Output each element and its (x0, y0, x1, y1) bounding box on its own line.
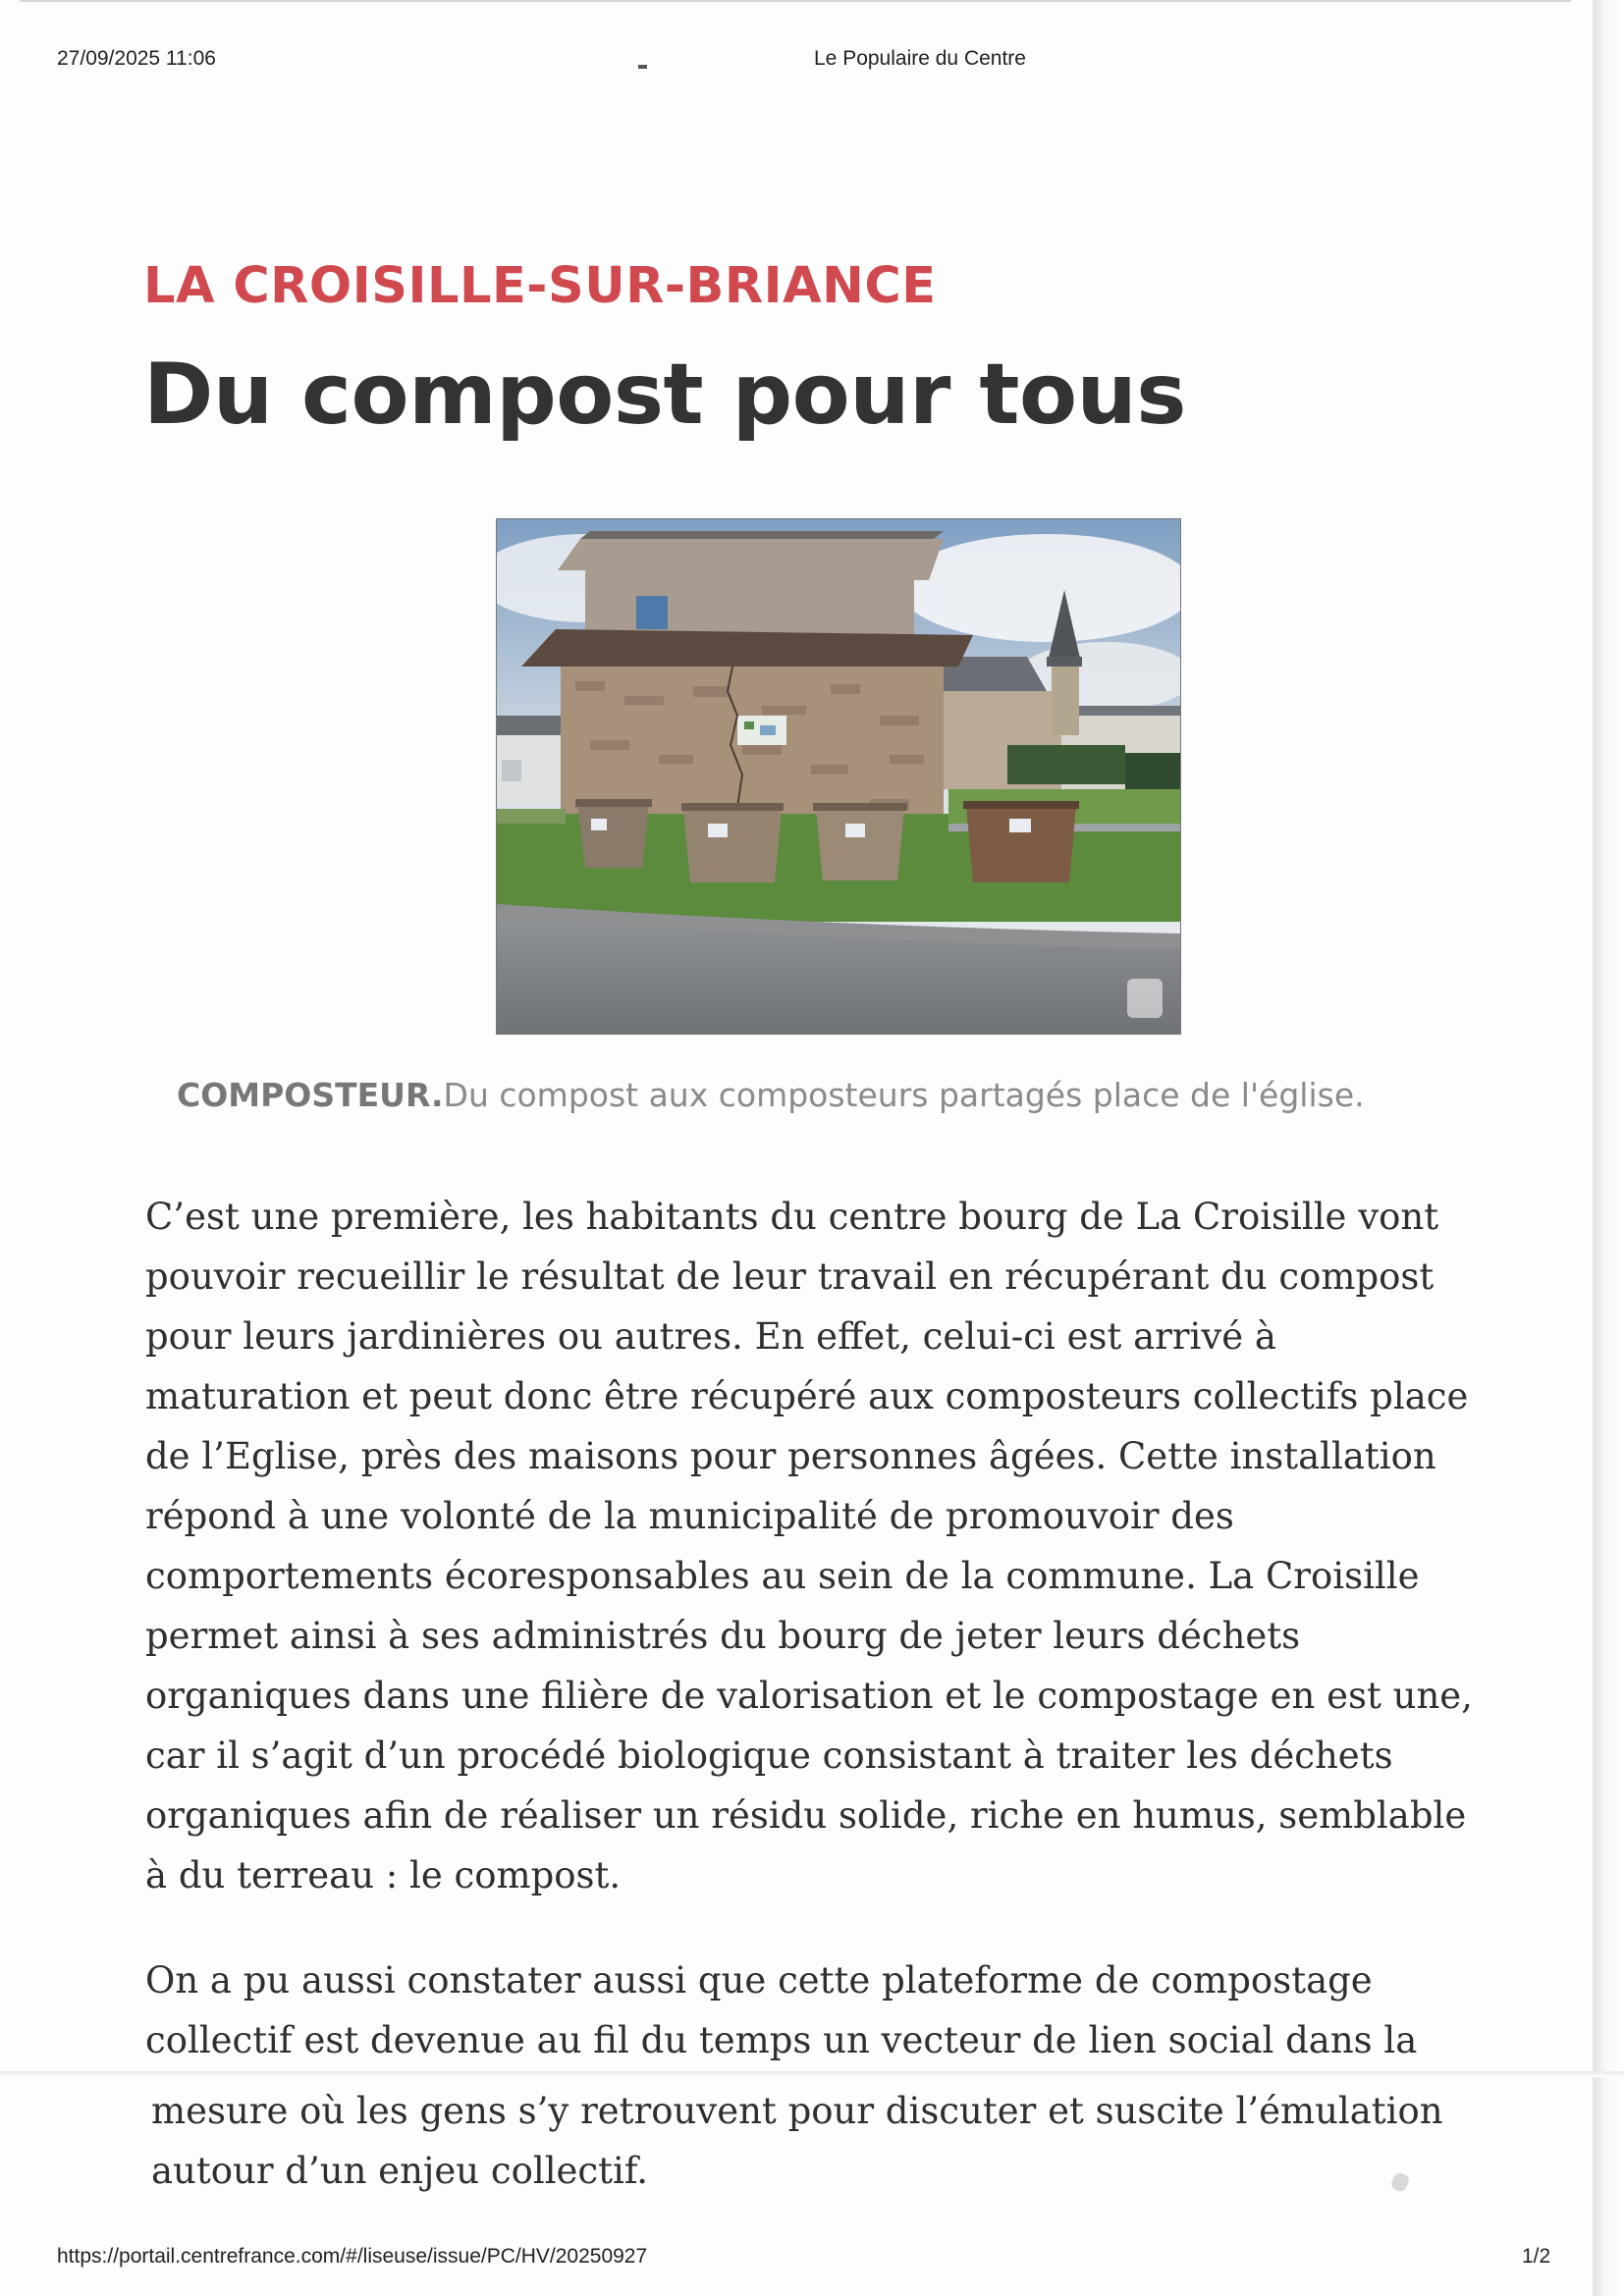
paragraph-line: car il s’agit d’un procédé biologique consistant à traiter les déchets (145, 1735, 1393, 1777)
paragraph-line: pouvoir recueillir le résultat de leur travail en récupérant du compost (145, 1255, 1435, 1298)
scan-artifact (638, 65, 647, 69)
paragraph-line: à du terreau : le compost. (145, 1854, 622, 1896)
article-kicker: LA CROISILLE-SUR-BRIANCE (143, 257, 937, 315)
paragraph-line: répond à une volonté de la municipalité de promouvoir des (145, 1495, 1234, 1537)
paragraph-line: mesure où les gens s’y retrouvent pour discuter et suscite l’émulation (151, 2090, 1443, 2132)
paragraph-line: organiques afin de réaliser un résidu solide, riche en humus, semblable (145, 1794, 1467, 1837)
paragraph-line: organiques dans une filière de valorisation et le compostage en est une, (145, 1675, 1473, 1717)
photo-caption (177, 1076, 1365, 1114)
paragraph-line: autour d’un enjeu collectif. (151, 2150, 648, 2192)
paragraph-line: maturation et peut donc être récupéré aux composteurs collectifs place (145, 1375, 1469, 1417)
article-headline: Du compost pour tous (143, 346, 1186, 444)
scan-top-line (20, 0, 1571, 2)
print-source: Le Populaire du Centre (814, 47, 1026, 70)
paragraph-line: collectif est devenue au fil du temps un vecteur de lien social dans la (145, 2019, 1418, 2061)
caption-kicker: COMPOSTEUR. (177, 1076, 444, 1114)
scan-fold-line (0, 2071, 1624, 2077)
paragraph-line: On a pu aussi constater aussi que cette plateforme de compostage (145, 1959, 1373, 2002)
page-number: 1/2 (1522, 2245, 1551, 2268)
paragraph-line: de l’Eglise, près des maisons pour personnes âgées. Cette installation (145, 1435, 1436, 1477)
article-photo (496, 518, 1181, 1035)
print-url: https://portail.centrefrance.com/#/liseuse/issue/PC/HV/20250927 (57, 2245, 648, 2268)
paragraph-line: permet ainsi à ses administrés du bourg de jeter leurs déchets (145, 1615, 1301, 1657)
print-date: 27/09/2025 11:06 (57, 47, 216, 70)
church-with-compost-bins-photo (497, 519, 1180, 1034)
paragraph-line: C’est une première, les habitants du centre bourg de La Croisille vont (145, 1196, 1439, 1238)
paragraph-line: comportements écoresponsables au sein de la commune. La Croisille (145, 1555, 1420, 1597)
paragraph-line: pour leurs jardinières ou autres. En effet, celui-ci est arrivé à (145, 1315, 1276, 1358)
scan-edge (1593, 0, 1624, 2296)
caption-text: Du compost aux composteurs partagés place de l'église. (443, 1076, 1365, 1114)
